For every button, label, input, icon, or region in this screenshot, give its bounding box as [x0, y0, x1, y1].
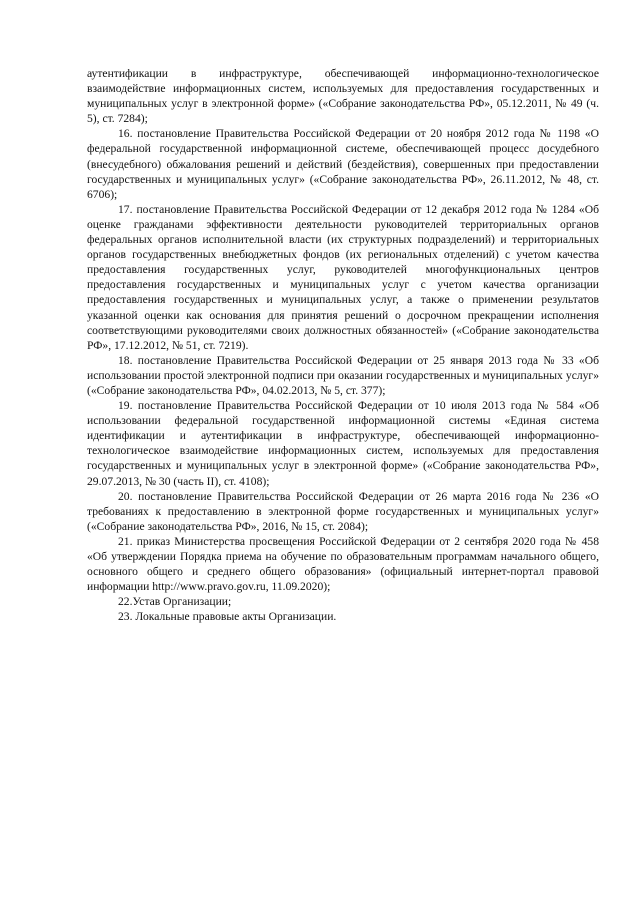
paragraph-15-continuation: аутентификации в инфраструктуре, обеспечивающей информационно-технологическое взаимодействие информационных систем, используемых для предоставления государственных и муниципальных услуг в электронной форме» («Собрание законодательства РФ», 05.12.2011, № 49 (ч. 5), ст. 7284);: [87, 67, 599, 126]
paragraph-23: 23. Локальные правовые акты Организации.: [118, 610, 337, 624]
paragraph-19: 19. постановление Правительства Российской Федерации от 10 июля 2013 года № 584 «Об использовании федеральной государственной информационной системы «Единая система идентификации и аутентификации в инфраструктуре, обеспечивающей информационно-технологическое взаимодействие информационных систем, используемых для предоставления государственных и муниципальных услуг в электронной форме» («Собрание законодательства РФ», 29.07.2013, № 30 (часть II), ст. 4108);: [87, 399, 599, 488]
paragraph-17: 17. постановление Правительства Российской Федерации от 12 декабря 2012 года № 1284 «Об оценке гражданами эффективности деятельности руководителей территориальных органов федеральных органов исполнительной власти (их структурных подразделений) и территориальных органов государственных внебюджетных фондов (их региональных отделений) с учетом качества предоставления государственных услуг, руководителей многофункциональных центров предоставления государственных и муниципальных услуг с учетом качества организации предоставления государственных и муниципальных услуг, а также о применении результатов указанной оценки как основания для принятия решений о досрочном прекращении исполнения соответствующими руководителями своих должностных обязанностей» («Собрание законодательства РФ», 17.12.2012, № 51, ст. 7219).: [87, 202, 599, 352]
paragraph-18: 18. постановление Правительства Российской Федерации от 25 января 2013 года № 33 «Об использовании простой электронной подписи при оказании государственных и муниципальных услуг» («Собрание законодательства РФ», 04.02.2013, № 5, ст. 377);: [87, 353, 599, 397]
paragraph-22: 22.Устав Организации;: [118, 595, 232, 609]
paragraph-21: 21. приказ Министерства просвещения Российской Федерации от 2 сентября 2020 года № 458 «Об утверждении Порядка приема на обучение по образовательным программам начального общего, основного общего и среднего общего образования» (официальный интернет-портал правовой информации http://www.pravo.gov.ru, 11.09.2020);: [87, 534, 599, 594]
paragraph-20: 20. постановление Правительства Российской Федерации от 26 марта 2016 года № 236 «О требованиях к предоставлению в электронной форме государственных и муниципальных услуг» («Собрание законодательства РФ», 2016, № 15, ст. 2084);: [87, 489, 599, 533]
document-body: [87, 66, 599, 624]
paragraph-16: 16. постановление Правительства Российской Федерации от 20 ноября 2012 года № 1198 «О федеральной государственной информационной системе, обеспечивающей процесс досудебного (внесудебного) обжалования решений и действий (бездействия), совершенных при предоставлении государственных и муниципальных услуг» («Собрание законодательства РФ», 26.11.2012, № 48, ст. 6706);: [87, 127, 599, 201]
